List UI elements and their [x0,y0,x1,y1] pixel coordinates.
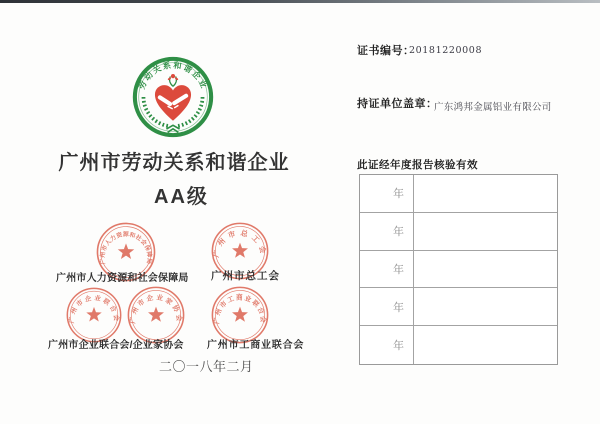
cert-number-value: 20181220008 [409,45,483,56]
table-row [360,213,557,251]
holder-company-name: 广东鸿邦金属铝业有限公司 [434,102,552,113]
seal-label-trade-union: 广州市总工会 [211,270,280,282]
scan-edge-top [0,0,600,3]
harmony-enterprise-logo-icon [132,56,214,138]
blank-cell [414,326,557,364]
holder-seal-label: 持证单位盖章： [357,98,438,110]
year-cell: 年 [360,175,414,212]
annual-check-title: 此证经年度报告核验有效 [357,159,478,171]
table-row [360,326,557,364]
logo-arc-text: 劳动关系和谐企业 [137,60,209,91]
blank-cell [414,213,557,250]
table-row [360,251,557,289]
table-row [360,175,557,213]
blank-cell [414,288,557,325]
issue-date: 二〇一八年二月 [159,359,254,374]
certificate-grade: AA级 [154,186,209,208]
svg-text:广州市总工会: 广州市总工会 [211,228,269,259]
certificate-title: 广州市劳动关系和谐企业 [58,152,290,174]
svg-text:广州市工商业联合会: 广州市工商业联合会 [213,294,267,325]
seal-label-enterprise-confed: 广州市企业联合会/企业家协会 [48,340,184,351]
cert-number-label: 证书编号： [357,45,415,57]
svg-text:广州市人力资源和社会保障局: 广州市人力资源和社会保障局 [100,232,152,265]
blank-cell [414,175,557,212]
year-cell: 年 [360,213,414,250]
year-cell: 年 [360,288,414,325]
year-cell: 年 [360,326,414,364]
blank-cell [414,251,557,288]
annual-check-table [359,174,558,365]
svg-text:广州市企业联合会: 广州市企业联合会 [68,294,120,324]
table-row [360,288,557,326]
seal-label-hr-bureau: 广州市人力资源和社会保障局 [56,273,189,284]
seal-label-industry-commerce: 广州市工商业联合会 [207,340,305,351]
year-cell: 年 [360,251,414,288]
svg-text:广州市企业家协会: 广州市企业家协会 [129,294,183,324]
